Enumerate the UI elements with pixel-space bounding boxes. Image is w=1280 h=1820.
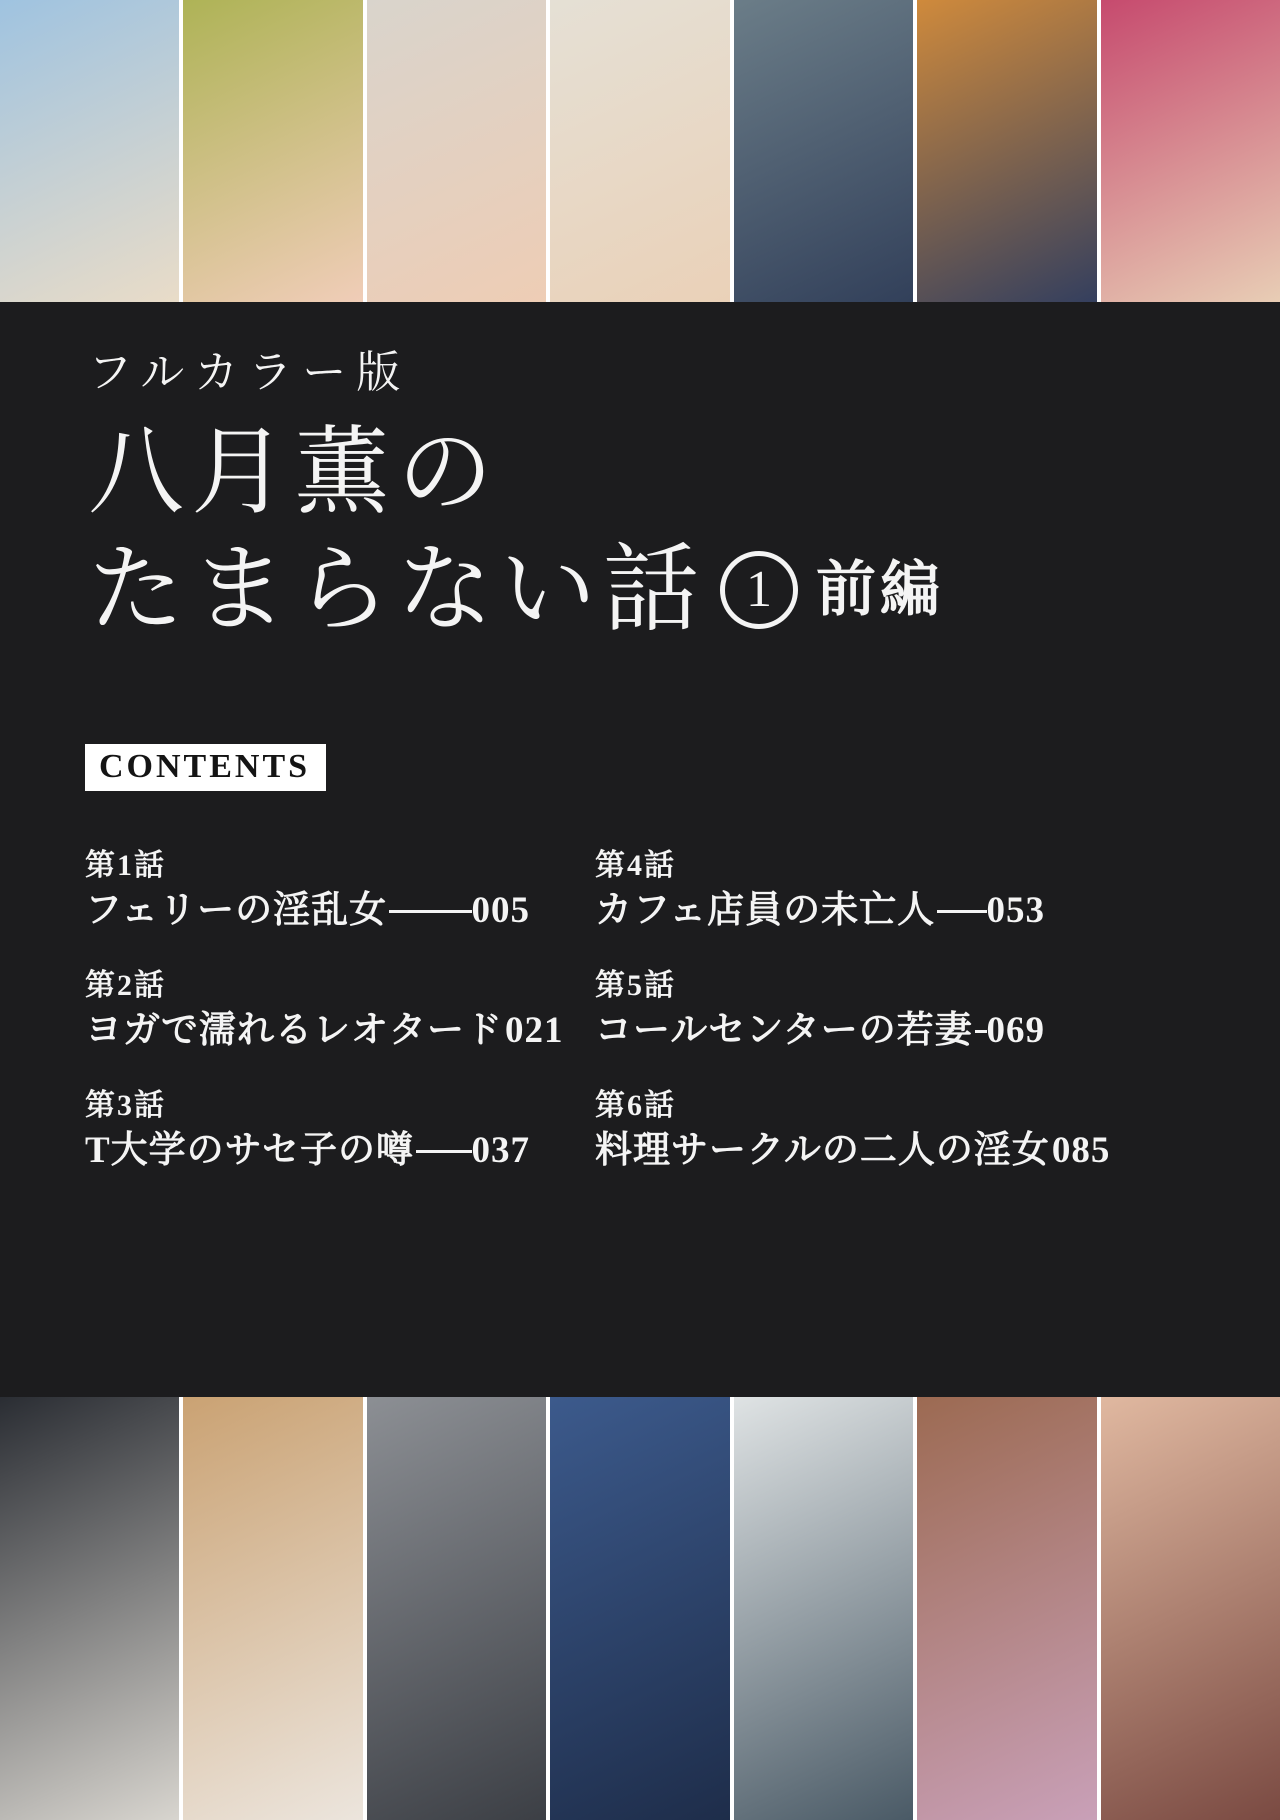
artwork-panel (183, 1397, 362, 1820)
leader-line (975, 1030, 987, 1033)
chapter-label: 第2話 (85, 969, 166, 1002)
artwork-panel (0, 1397, 179, 1820)
title-series-text: たまらない話 (88, 536, 706, 644)
entry-row (85, 1007, 564, 1055)
artwork-panel (550, 1397, 729, 1820)
artwork-panel (734, 1397, 913, 1820)
part-label: 前編 (816, 556, 944, 623)
header-artwork-strip (0, 0, 1280, 302)
episode-title: フェリーの淫乱女 (85, 890, 388, 931)
toc-entry (595, 1085, 1111, 1175)
artwork-panel (734, 0, 913, 302)
entry-row (85, 887, 530, 935)
entry-row (85, 1127, 530, 1175)
volume-badge (720, 551, 798, 629)
page-number: 021 (505, 1010, 564, 1051)
toc-entry (85, 1085, 530, 1175)
page-number: 037 (471, 1130, 530, 1171)
contents-heading (85, 744, 326, 791)
page-number: 005 (471, 890, 530, 931)
page-number: 069 (986, 1010, 1045, 1051)
episode-title: カフェ店員の未亡人 (595, 890, 936, 931)
toc-column-left (85, 845, 564, 1205)
artwork-panel (367, 1397, 546, 1820)
artwork-panel (367, 0, 546, 302)
toc-list (85, 845, 1111, 1205)
artwork-panel (1101, 1397, 1280, 1820)
leader-line (389, 910, 471, 913)
title-author-line: 八月薫の (88, 419, 500, 526)
volume-number: 1 (746, 561, 772, 619)
title-series-line (88, 533, 944, 646)
toc-entry (85, 965, 564, 1055)
edition-label: フルカラー版 (88, 348, 411, 397)
page-number: 053 (986, 890, 1045, 931)
entry-row (595, 887, 1045, 935)
artwork-panel (917, 1397, 1096, 1820)
episode-title: ヨガで濡れるレオタード (85, 1010, 503, 1051)
toc-entry (595, 845, 1045, 935)
chapter-label: 第6話 (595, 1089, 676, 1122)
entry-row (595, 1007, 1045, 1055)
book-title-block (88, 336, 944, 647)
chapter-label: 第1話 (85, 849, 166, 882)
episode-title: T大学のサセ子の噂 (85, 1130, 414, 1171)
chapter-label: 第5話 (595, 969, 676, 1002)
toc-column-right (595, 845, 1111, 1205)
leader-line (416, 1150, 472, 1153)
toc-entry (595, 965, 1045, 1055)
chapter-label: 第4話 (595, 849, 676, 882)
artwork-panel (183, 0, 362, 302)
contents-heading-text: CONTENTS (99, 748, 311, 785)
artwork-panel (0, 0, 179, 302)
chapter-label: 第3話 (85, 1089, 166, 1122)
episode-title: 料理サークルの二人の淫女 (595, 1130, 1050, 1171)
artwork-panel (917, 0, 1096, 302)
footer-artwork-strip (0, 1397, 1280, 1820)
episode-title: コールセンターの若妻 (595, 1010, 973, 1051)
page-number: 085 (1051, 1130, 1111, 1171)
entry-row (595, 1127, 1111, 1175)
artwork-panel (550, 0, 729, 302)
toc-entry (85, 845, 530, 935)
leader-line (937, 910, 986, 913)
artwork-panel (1101, 0, 1280, 302)
